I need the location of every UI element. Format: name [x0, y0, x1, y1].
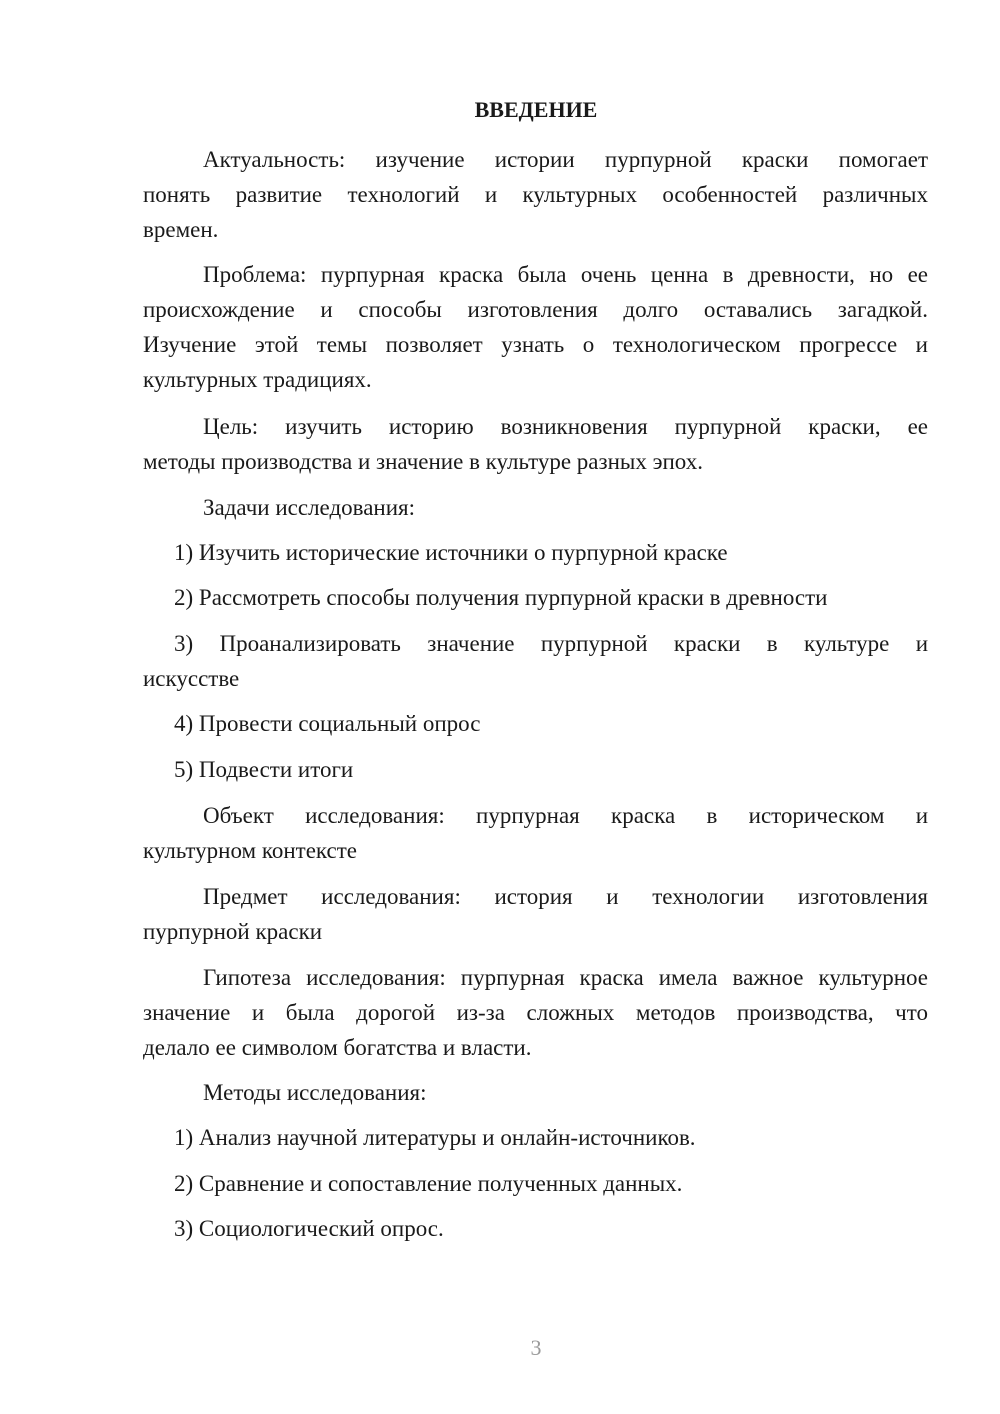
- task-item: [143, 752, 928, 787]
- paragraph-goal: [143, 409, 928, 479]
- task-item: [143, 706, 928, 741]
- paragraph-subject: [143, 879, 928, 949]
- text-line: 2) Сравнение и сопоставление полученных данных.: [174, 1171, 683, 1196]
- text-line: искусстве: [143, 666, 240, 691]
- text-line: 2) Рассмотреть способы получения пурпурной краски в древности: [174, 585, 828, 610]
- section-heading: ВВЕДЕНИЕ: [474, 97, 598, 122]
- text-line: значение и была дорогой из-за сложных методов производства, что: [143, 1000, 928, 1025]
- text-line: Гипотеза исследования: пурпурная краска имела важное культурное: [203, 965, 928, 990]
- text-line: 1) Изучить исторические источники о пурпурной краске: [174, 540, 728, 565]
- task-item: [143, 626, 928, 696]
- text-line: Задачи исследования:: [203, 495, 416, 520]
- text-line: культурном контексте: [143, 838, 357, 863]
- text-line: происхождение и способы изготовления долго оставались загадкой.: [143, 297, 928, 322]
- text-line: пурпурной краски: [143, 919, 323, 944]
- task-item: [143, 580, 928, 615]
- text-line: методы производства и значение в культуре разных эпох.: [143, 449, 703, 474]
- text-line: 3) Социологический опрос.: [174, 1216, 444, 1241]
- text-line: культурных традициях.: [143, 367, 372, 392]
- text-line: Объект исследования: пурпурная краска в историческом и: [203, 803, 928, 828]
- methods-label: [143, 1075, 928, 1110]
- text-line: Цель: изучить историю возникновения пурпурной краски, ее: [203, 414, 928, 439]
- text-line: Методы исследования:: [203, 1080, 427, 1105]
- text-line: 1) Анализ научной литературы и онлайн-источников.: [174, 1125, 696, 1150]
- text-line: Изучение этой темы позволяет узнать о технологическом прогрессе и: [143, 332, 928, 357]
- method-item: [143, 1166, 928, 1201]
- text-line: Проблема: пурпурная краска была очень ценна в древности, но ее: [203, 262, 928, 287]
- text-line: времен.: [143, 217, 219, 242]
- tasks-label: [143, 490, 928, 525]
- text-line: 4) Провести социальный опрос: [174, 711, 481, 736]
- paragraph-relevance: [143, 142, 928, 247]
- text-line: 5) Подвести итоги: [174, 757, 354, 782]
- paragraph-problem: [143, 257, 928, 397]
- method-item: [143, 1211, 928, 1246]
- page-number: 3: [530, 1335, 542, 1360]
- paragraph-object: [143, 798, 928, 868]
- text-line: Предмет исследования: история и технологии изготовления: [203, 884, 928, 909]
- paragraph-hypothesis: [143, 960, 928, 1065]
- text-line: 3) Проанализировать значение пурпурной краски в культуре и: [174, 631, 928, 656]
- text-line: делало ее символом богатства и власти.: [143, 1035, 532, 1060]
- text-line: Актуальность: изучение истории пурпурной краски помогает: [203, 147, 928, 172]
- method-item: [143, 1120, 928, 1155]
- text-line: понять развитие технологий и культурных особенностей различных: [143, 182, 928, 207]
- task-item: [143, 535, 928, 570]
